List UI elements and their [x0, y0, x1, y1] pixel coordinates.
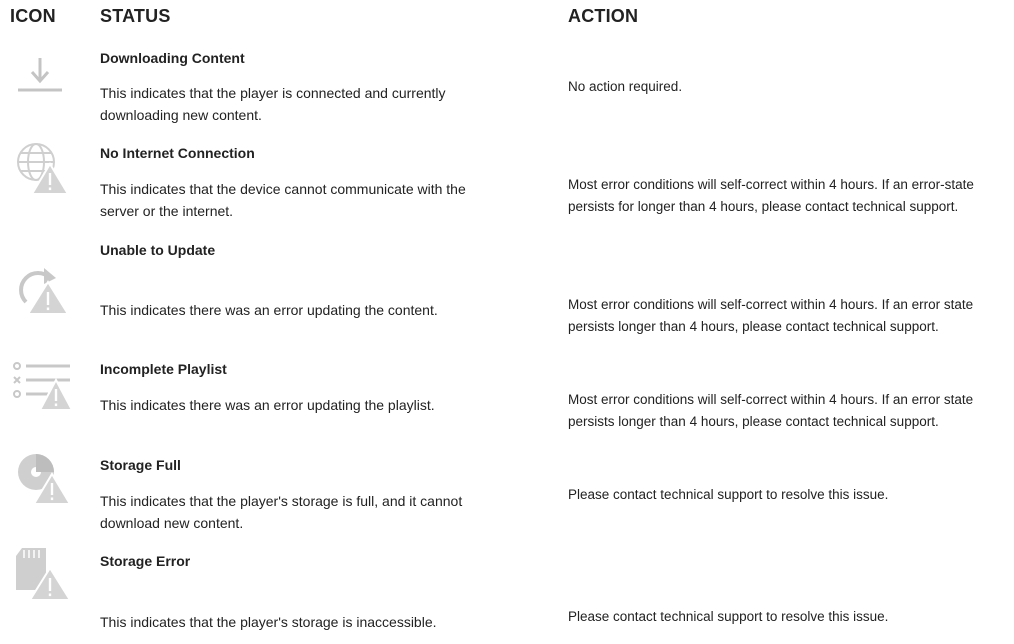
status-title: Incomplete Playlist [100, 361, 227, 377]
status-title: No Internet Connection [100, 145, 255, 161]
action-text: Most error conditions will self-correct within 4 hours. If an error-state persists for longer than 4 hours, please contact technical support. [568, 177, 974, 214]
header-icon: ICON [10, 6, 56, 26]
download-icon [8, 52, 72, 108]
status-description: This indicates that the device cannot communicate with the server or the internet. [100, 181, 466, 219]
status-title: Downloading Content [100, 50, 245, 66]
sd-card-warning-icon [8, 546, 72, 602]
action-text: Most error conditions will self-correct within 4 hours. If an error state persists longer than 4 hours, please contact technical support. [568, 297, 974, 334]
globe-warning-icon [8, 140, 72, 196]
action-text: No action required. [568, 79, 683, 94]
header-status: STATUS [100, 6, 171, 26]
header-action: ACTION [568, 6, 639, 26]
status-title: Storage Error [100, 553, 191, 569]
status-description: This indicates that the player's storage is full, and it cannot download new content. [100, 493, 463, 531]
action-text: Most error conditions will self-correct within 4 hours. If an error state persists longer than 4 hours, please contact technical support. [568, 392, 974, 429]
status-description: This indicates there was an error updating the content. [100, 302, 438, 318]
action-text: Please contact technical support to resolve this issue. [568, 487, 889, 502]
refresh-warning-icon [8, 260, 72, 316]
status-description: This indicates that the player's storage is inaccessible. [100, 614, 437, 630]
action-text: Please contact technical support to resolve this issue. [568, 609, 889, 624]
status-description: This indicates there was an error updating the playlist. [100, 397, 435, 413]
status-description: This indicates that the player is connected and currently downloading new content. [100, 85, 446, 123]
storage-full-warning-icon [8, 450, 72, 506]
status-title: Storage Full [100, 457, 181, 473]
status-title: Unable to Update [100, 242, 216, 258]
playlist-warning-icon [8, 358, 72, 414]
